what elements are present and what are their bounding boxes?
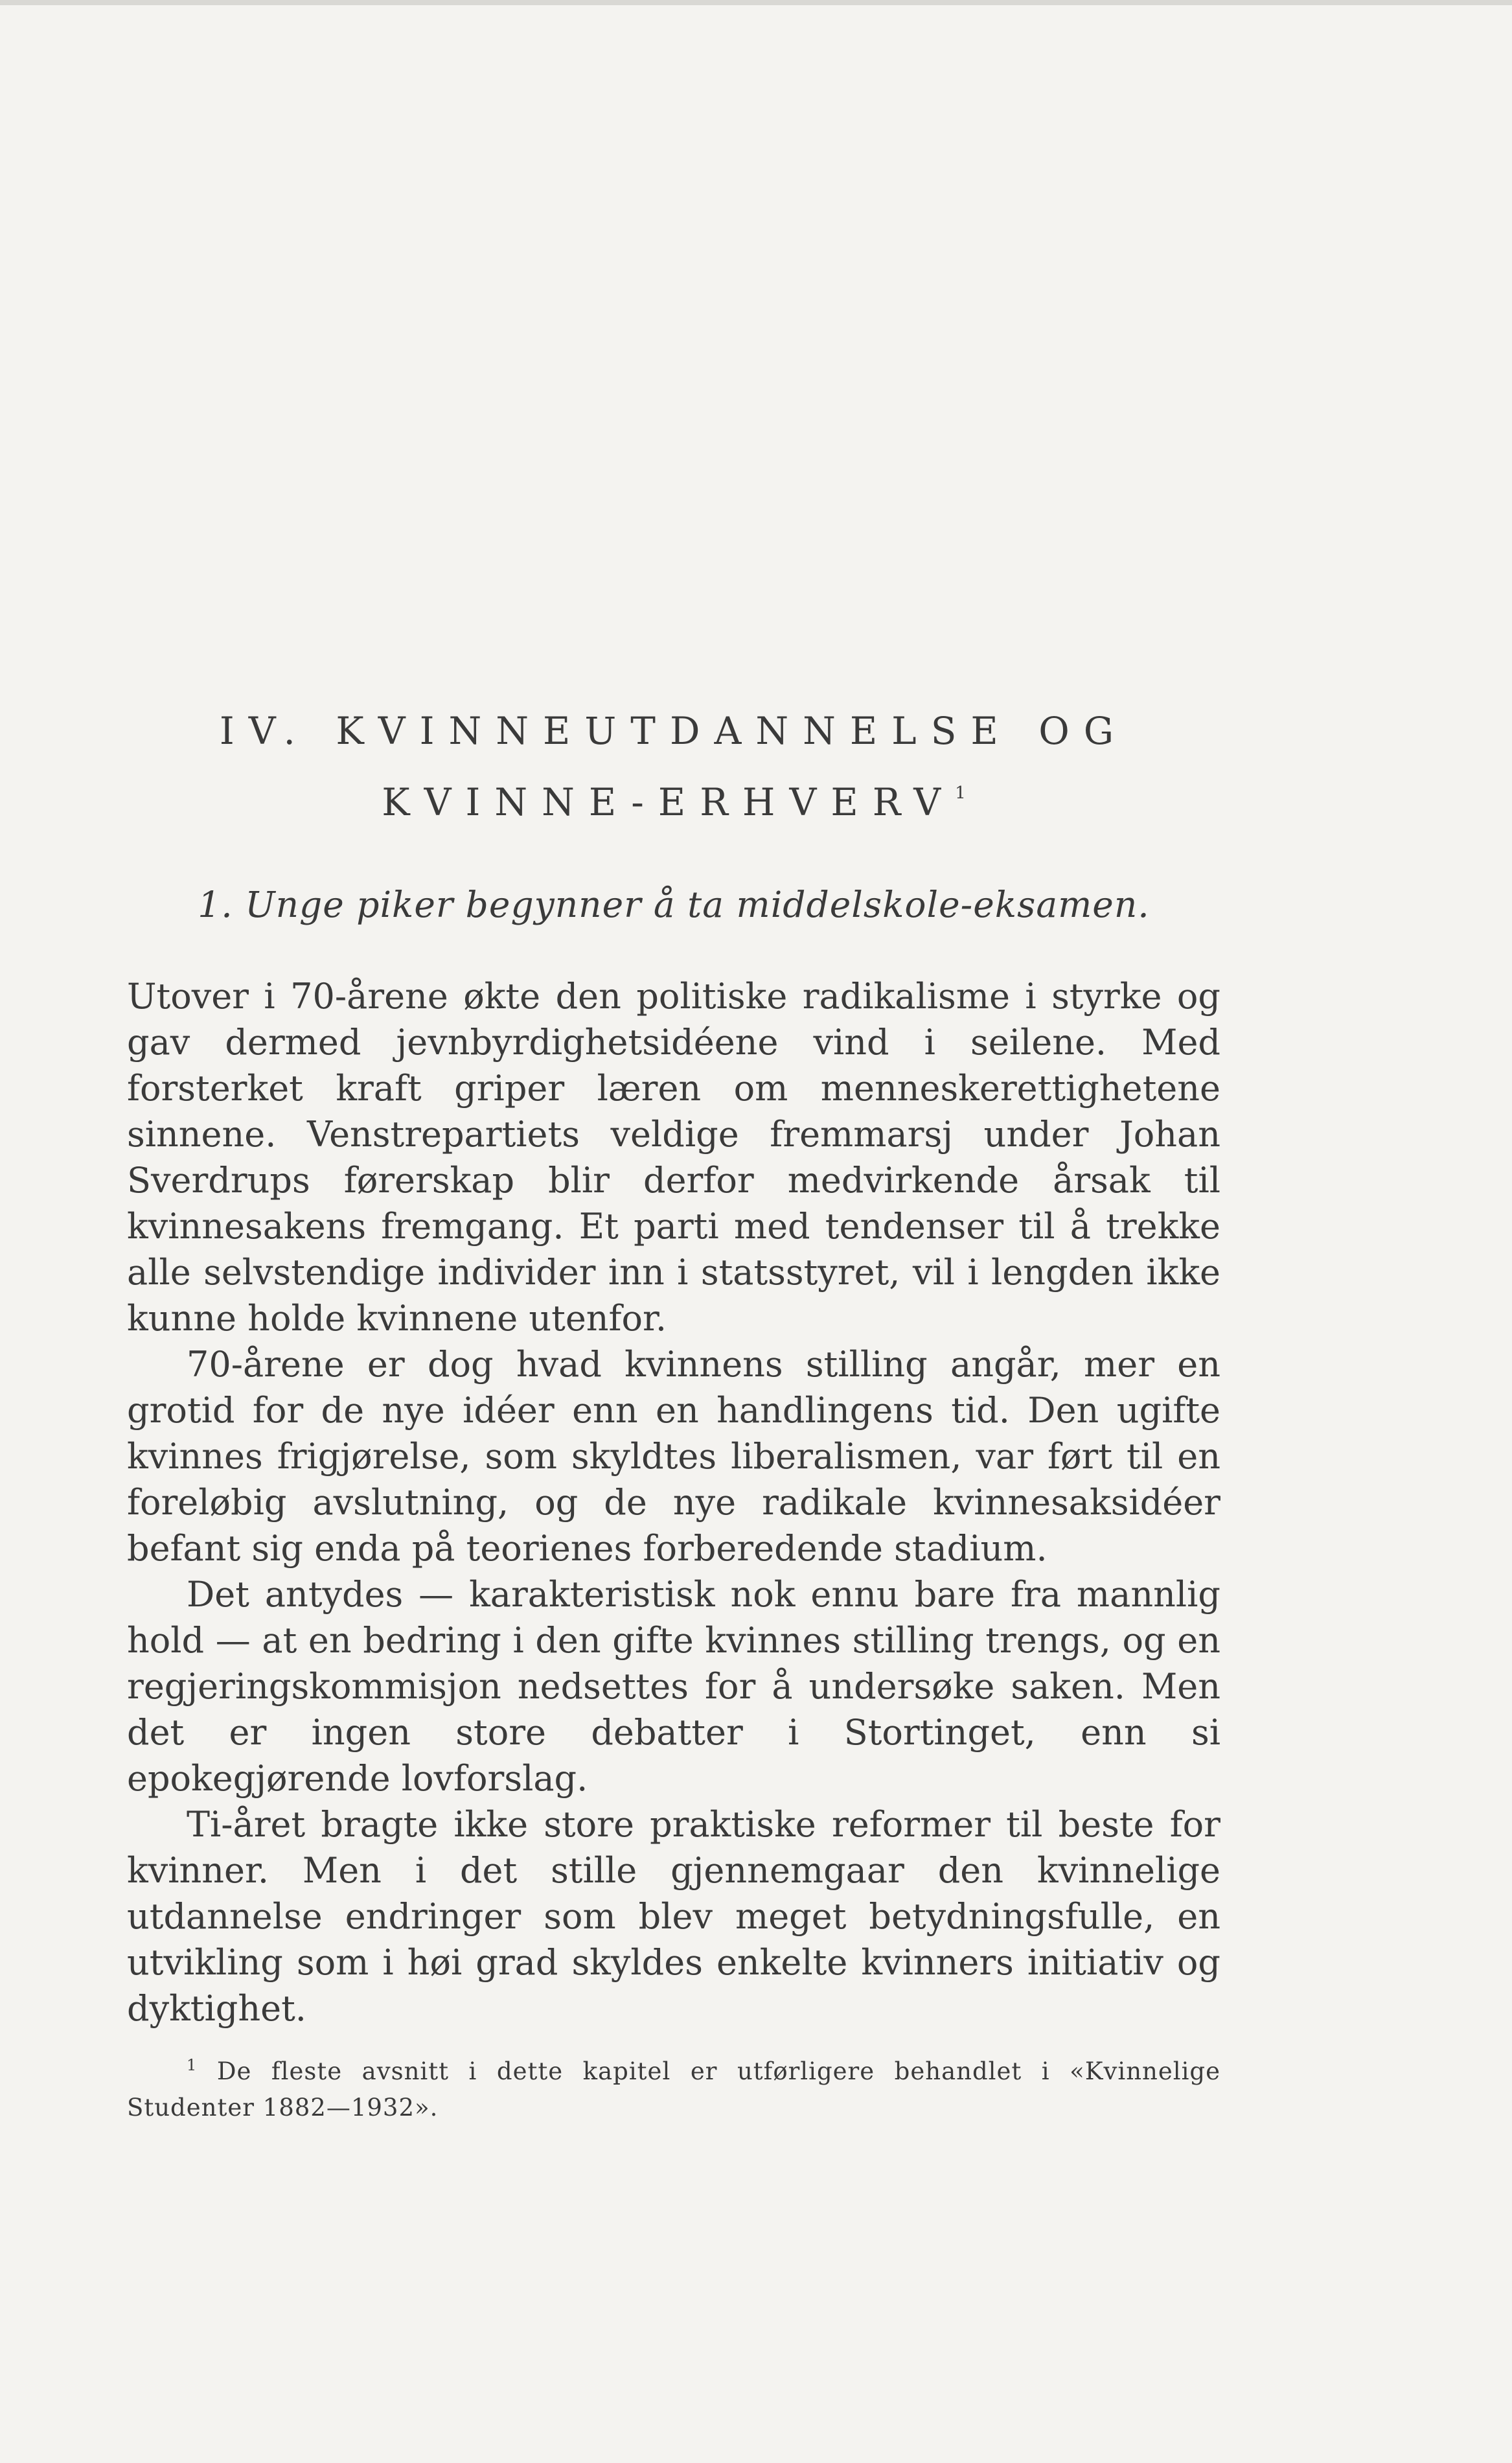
book-page [127, 700, 1220, 2150]
page-top-edge [0, 0, 1512, 5]
chapter-title-line-2-text: KVINNE-ERHVERV [382, 780, 956, 824]
section-heading: 1. Unge piker begynner å ta middelskole-eksamen. [198, 884, 1150, 925]
chapter-title-line-1: IV. KVINNEUTDANNELSE OG [219, 709, 1128, 753]
paragraph-2: 70-årene er dog hvad kvinnens stilling angår, mer en grotid for de nye idéer enn en handlingens tid. Den ugifte kvinnes frigjørelse, som skyldtes liberalismen, var ført til en foreløbig avslutning, og de nye radikale kvinnesaksidéer befant sig enda på teorienes forberedende stadium. [127, 1344, 1220, 1569]
paragraph-1: Utover i 70-årene økte den politiske radikalisme i styrke og gav dermed jevnbyrdighetsidéene vind i seilene. Med forsterket kraft griper læren om menneskerettighetene sinnene. Venstrepartiets veldige fremmarsj under Johan Sverdrups førerskap blir derfor medvirkende årsak til kvinnesakens fremgang. Et parti med tendenser til å trekke alle selvstendige individer inn i statsstyret, vil i lengden ikke kunne holde kvinnene utenfor. [127, 976, 1220, 1339]
paragraph-4: Ti-året bragte ikke store praktiske reformer til beste for kvinner. Men i det stille gjennemgaar den kvinnelige utdannelse endringer som blev meget betydningsfulle, en utvikling som i høi grad skyldes enkelte kvinners initiativ og dyktighet. [127, 1804, 1220, 2029]
paragraph-3: Det antydes — karakteristisk nok ennu bare fra mannlig hold — at en bedring i den gifte kvinnes stilling trengs, og en regjeringskommisjon nedsettes for å undersøke saken. Men det er ingen store debatter i Stortinget, enn si epokegjørende lovforslag. [127, 1574, 1220, 1799]
footnote-mark: 1 [187, 2056, 198, 2074]
footnote [127, 2047, 1220, 2126]
chapter-footnote-mark: 1 [955, 783, 966, 803]
chapter-title [127, 700, 1220, 833]
chapter-title-line-2 [127, 762, 1220, 833]
footnote-text: De fleste avsnitt i dette kapitel er utførligere behandlet i «Kvinnelige Studenter 1882—1932». [127, 2057, 1220, 2122]
